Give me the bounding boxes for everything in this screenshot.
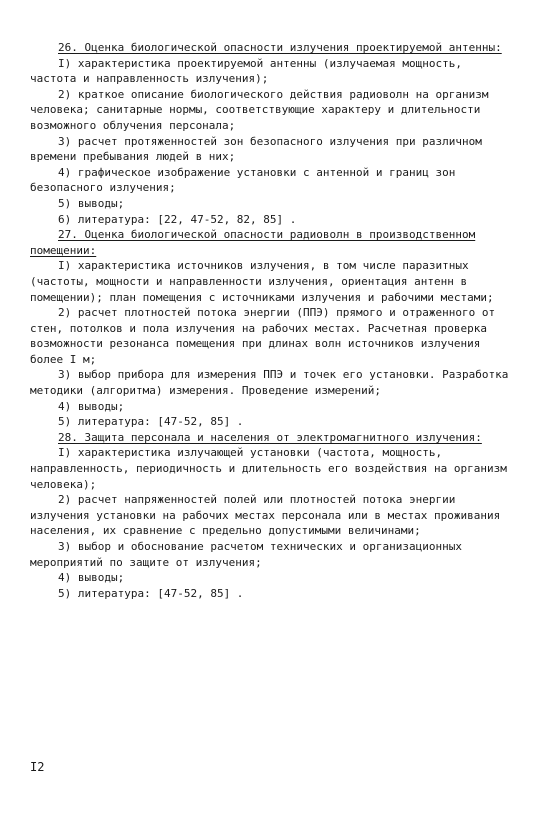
- section-heading: 27. Оценка биологической опасности радиоволн в производственном помещении:: [30, 228, 476, 257]
- section-28: [30, 430, 510, 602]
- list-item: 2) расчет напряженностей полей или плотностей потока энергии излучения установки на рабочих местах персонала или в местах проживания населения, их сравнение с предельно допустимыми величинами;: [30, 493, 501, 538]
- document-body: [30, 40, 510, 601]
- section-26: [30, 40, 510, 227]
- list-item: I) характеристика излучающей установки (частота, мощность, направленность, периодичность и длительность его воздействия на организм человека);: [30, 446, 507, 491]
- list-item: 5) выводы;: [58, 196, 125, 210]
- list-item: 2) краткое описание биологического действия радиоволн на организм человека; санитарные нормы, соответствующие характеру и длительности возможного облучения персонала;: [30, 87, 489, 132]
- list-item: I) характеристика источников излучения, в том числе паразитных (частоты, мощности и направленности излучения, ориентация антенн в помещении); план помещения с источниками излучения и рабочими местами;: [30, 259, 494, 304]
- list-item: 4) выводы;: [58, 571, 125, 585]
- list-item: 4) выводы;: [58, 399, 125, 413]
- list-item: 5) литература: [47-52, 85] .: [58, 415, 244, 429]
- section-27: [30, 227, 510, 430]
- list-item: 3) расчет протяженностей зон безопасного излучения при различном времени пребывания людей в них;: [30, 134, 482, 164]
- list-item: 4) графическое изображение установки с антенной и границ зон безопасного излучения;: [30, 165, 456, 195]
- list-item: 2) расчет плотностей потока энергии (ППЭ) прямого и отраженного от стен, потолков и пола излучения на рабочих местах. Расчетная проверка возможности резонанса помещения при длинах волн источников излучения более I м;: [30, 306, 496, 366]
- list-item: 5) литература: [47-52, 85] .: [58, 586, 244, 600]
- section-heading: 28. Защита персонала и населения от электромагнитного излучения:: [58, 430, 482, 444]
- page-number: I2: [30, 760, 45, 774]
- section-heading: 26. Оценка биологической опасности излучения проектируемой антенны:: [58, 41, 502, 54]
- list-item: I) характеристика проектируемой антенны (излучаемая мощность, частота и направленность излучения);: [30, 56, 462, 86]
- list-item: 3) выбор и обоснование расчетом технических и организационных мероприятий по защите от излучения;: [30, 540, 462, 569]
- list-item: 3) выбор прибора для измерения ППЭ и точек его установки. Разработка методики (алгоритма) измерения. Проведение измерений;: [30, 368, 509, 398]
- list-item: 6) литература: [22, 47-52, 82, 85] .: [58, 212, 297, 226]
